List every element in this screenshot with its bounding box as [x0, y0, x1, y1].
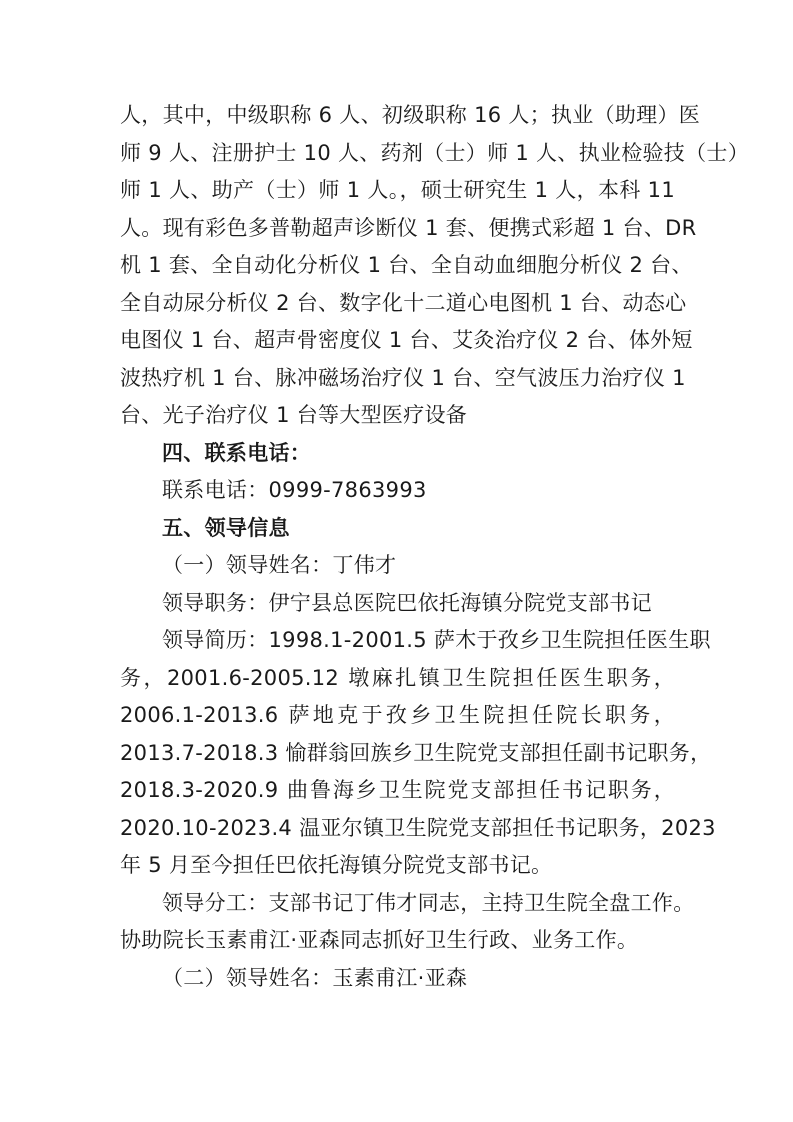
document-body — [120, 97, 749, 997]
equipment-line-5: 机 1 套、全自动化分析仪 1 台、全自动血细胞分析仪 2 台、 — [120, 253, 693, 277]
equipment-line-8: 波热疗机 1 台、脉冲磁场治疗仪 1 台、空气波压力治疗仪 1 — [120, 365, 686, 390]
equipment-line-9: 台、光子治疗仪 1 台等大型医疗设备 — [120, 403, 468, 427]
leader-1-resume — [120, 622, 716, 885]
duty-line-1: 领导分工：支部书记丁伟才同志，主持卫生院全盘工作。 — [162, 890, 695, 915]
resume-line-5: 2018.3-2020.9 曲鲁海乡卫生院党支部担任书记职务， — [120, 778, 675, 802]
resume-line-2: 务，2001.6-2005.12 墩麻扎镇卫生院担任医生职务， — [120, 665, 675, 690]
leader-2-name: （二）领导姓名：玉素甫江·亚森 — [162, 965, 468, 990]
equipment-line-2: 师 9 人、注册护士 10 人、药剂（士）师 1 人、执业检验技（士） — [120, 140, 749, 165]
resume-line-4: 2013.7-2018.3 愉群翁回族乡卫生院党支部担任副书记职务， — [120, 740, 712, 765]
resume-line-1: 领导简历：1998.1-2001.5 萨木于孜乡卫生院担任医生职 — [162, 628, 711, 652]
equipment-line-3: 师 1 人、助产（士）师 1 人。，硕士研究生 1 人，本科 11 — [120, 178, 675, 202]
equipment-line-7: 电图仪 1 台、超声骨密度仪 1 台、艾灸治疗仪 2 台、体外短 — [120, 328, 693, 352]
equipment-paragraph — [120, 97, 749, 435]
contact-phone: 联系电话：0999-7863993 — [162, 478, 427, 502]
resume-line-3: 2006.1-2013.6 萨地克于孜乡卫生院担任院长职务， — [120, 703, 675, 727]
equipment-line-1: 人，其中，中级职称 6 人、初级职称 16 人；执业（助理）医 — [120, 103, 701, 127]
equipment-line-6: 全自动尿分析仪 2 台、数字化十二道心电图机 1 台、动态心 — [120, 290, 687, 315]
resume-line-6: 2020.10-2023.4 温亚尔镇卫生院党支部担任书记职务，2023 — [120, 815, 716, 840]
duty-line-2: 协助院长玉素甫江·亚森同志抓好卫生行政、业务工作。 — [120, 928, 639, 952]
leader-1-name: （一）领导姓名：丁伟才 — [162, 553, 397, 577]
section-4-heading: 四、联系电话： — [162, 440, 312, 465]
section-5-heading: 五、领导信息 — [162, 515, 290, 540]
leader-1-duty — [120, 885, 695, 960]
leader-1-position: 领导职务：伊宁县总医院巴依托海镇分院党支部书记 — [162, 590, 652, 615]
equipment-line-4: 人。现有彩色多普勒超声诊断仪 1 套、便携式彩超 1 台、DR — [120, 215, 697, 240]
resume-line-7: 年 5 月至今担任巴依托海镇分院党支部书记。 — [120, 853, 553, 877]
